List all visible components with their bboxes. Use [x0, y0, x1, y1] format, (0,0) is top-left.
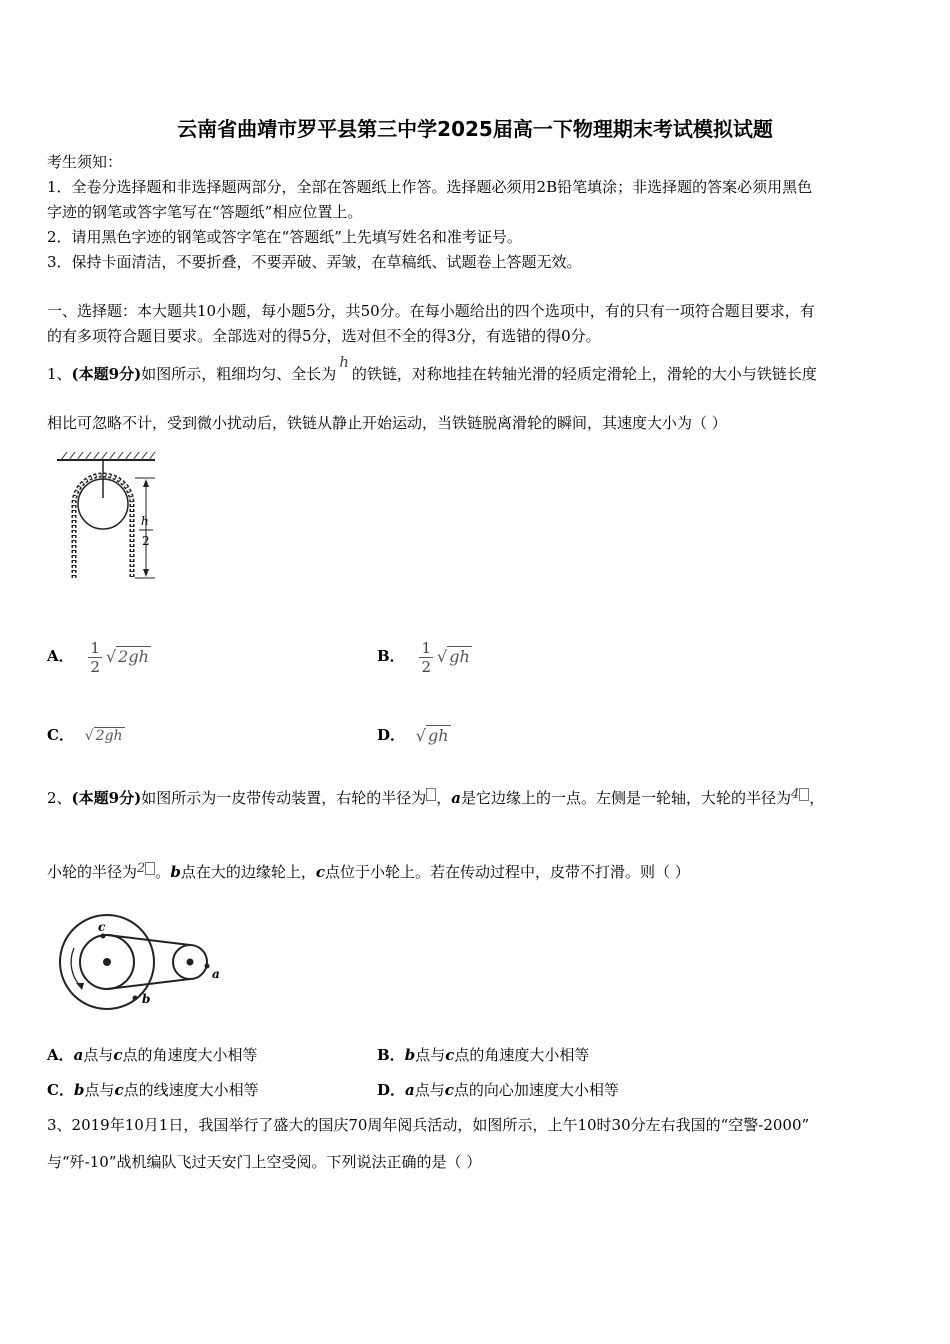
option-letter: D．: [377, 726, 406, 744]
notice-item: 3．保持卡面清洁，不要折叠，不要弄破、弄皱，在草稿纸、试题卷上答题无效。: [47, 253, 582, 271]
sqrt: √ gh: [437, 647, 470, 666]
question-tag: (本题9分): [71, 365, 142, 383]
option-letter: B．: [377, 1046, 405, 1064]
radicand: 2gh: [95, 728, 123, 744]
var-c: c: [315, 863, 325, 881]
missing-glyph: [145, 862, 155, 875]
var-b: b: [170, 863, 181, 881]
question-2-line1: [47, 788, 824, 810]
sqrt: √ gh: [415, 726, 449, 745]
page-title: 云南省曲靖市罗平县第三中学2025届高一下物理期末考试模拟试题: [177, 117, 773, 141]
point-var: c: [113, 1046, 123, 1064]
section-heading: 一、选择题：本大题共10小题，每小题5分，共50分。在每小题给出的四个选项中，有的只有一项符合题目要求，有: [47, 302, 815, 320]
question-3-line1: 3、2019年10月1日，我国举行了盛大的国庆70周年阅兵活动，如图所示，上午10时30分左右我国的“空警-2000”: [47, 1116, 810, 1134]
point-var: b: [73, 1081, 85, 1099]
question-number: 2、: [47, 789, 72, 807]
coef-4: 4: [790, 787, 800, 802]
question-text: 的铁链，对称地挂在转轴光滑的轻质定滑轮上，滑轮的大小与铁链长度: [351, 365, 817, 383]
fig-label-c: c: [98, 920, 106, 934]
option-a[interactable]: [47, 636, 151, 677]
fig-label-a: a: [212, 967, 220, 981]
option-d[interactable]: [377, 1080, 619, 1100]
sqrt: √ 2gh: [105, 647, 149, 666]
question-text: 是它边缘上的一点。左侧是一轮轴，大轮的半径为: [460, 789, 791, 807]
option-letter: D．: [377, 1081, 406, 1099]
notice-item: 2．请用黑色字迹的钢笔或答字笔在“答题纸”上先填写姓名和准考证号。: [47, 228, 522, 246]
option-letter: A．: [47, 1046, 74, 1064]
fraction: [88, 639, 102, 676]
question-text: 如图所示为一皮带传动装置，右轮的半径为: [141, 789, 427, 807]
coef-2: 2: [137, 861, 146, 876]
option-text: 点的向心加速度大小相等: [453, 1081, 619, 1099]
section-heading-cont: 的有多项符合题目要求。全部选对的得5分，选对但不全的得3分，有选错的得0分。: [47, 327, 601, 345]
belt-drive-figure: [52, 910, 232, 1010]
option-c[interactable]: [47, 720, 125, 751]
frac-num: 1: [90, 638, 100, 657]
frac-den: 2: [90, 657, 100, 676]
point-var: c: [444, 1081, 454, 1099]
notice-item: 1．全卷分选择题和非选择题两部分，全部在答题纸上作答。选择题必须用2B铅笔填涂；非选择题的答案必须用黑色: [47, 178, 813, 196]
option-letter: A．: [47, 647, 74, 665]
point-var: a: [405, 1081, 415, 1099]
option-letter: B．: [377, 647, 405, 665]
question-3-line2: 与“歼-10”战机编队飞过天安门上空受阅。下列说法正确的是（ ）: [47, 1153, 482, 1171]
fig-label-b: b: [142, 992, 151, 1006]
pulley-chain-figure: [55, 452, 165, 592]
option-text: 点与: [83, 1046, 114, 1064]
option-letter: C．: [47, 726, 74, 744]
point-var: a: [73, 1046, 84, 1064]
option-text: 点的角速度大小相等: [454, 1046, 590, 1064]
fig-label-2: 2: [142, 534, 150, 548]
option-b[interactable]: [377, 636, 472, 677]
notice-heading: 考生须知：: [47, 153, 123, 171]
fraction: [419, 639, 433, 676]
radicand: gh: [449, 647, 470, 666]
fig-label-h: h: [141, 514, 149, 528]
question-text: 小轮的半径为: [47, 863, 138, 881]
option-text: 点与: [414, 1081, 445, 1099]
option-b[interactable]: [377, 1045, 589, 1065]
point-var: b: [404, 1046, 416, 1064]
question-text: ，: [436, 789, 452, 807]
question-2-line2: [47, 862, 690, 884]
frac-den: 2: [421, 657, 432, 676]
notice-item: 字迹的钢笔或答字笔写在“答题纸”相应位置上。: [47, 203, 363, 221]
option-text: 点与: [415, 1046, 446, 1064]
question-text: 。: [155, 863, 171, 881]
radicand: gh: [428, 726, 449, 745]
option-a[interactable]: [47, 1045, 258, 1065]
option-text: 点的线速度大小相等: [123, 1081, 259, 1099]
var-h: h: [339, 353, 349, 371]
sqrt: √ 2gh: [84, 728, 123, 744]
option-c[interactable]: [47, 1080, 259, 1100]
question-text: 点位于小轮上。若在传动过程中，皮带不打滑。则（ ）: [324, 863, 690, 881]
point-var: c: [445, 1046, 455, 1064]
radicand: 2gh: [118, 647, 149, 666]
option-d[interactable]: [377, 720, 451, 751]
question-1-line2: 相比可忽略不计，受到微小扰动后，铁链从静止开始运动，当铁链脱离滑轮的瞬间，其速度大小为（ ）: [47, 414, 727, 432]
point-var: c: [114, 1081, 124, 1099]
question-text: ，: [809, 789, 825, 807]
var-a: a: [451, 789, 461, 807]
missing-glyph: [426, 788, 436, 801]
option-text: 点与: [84, 1081, 115, 1099]
question-text: 点在大的边缘轮上，: [180, 863, 316, 881]
option-letter: C．: [47, 1081, 74, 1099]
question-text: 如图所示，粗细均匀、全长为: [141, 365, 337, 383]
frac-num: 1: [421, 638, 432, 657]
missing-glyph: [799, 788, 809, 801]
question-tag: (本题9分): [71, 789, 142, 807]
option-text: 点的角速度大小相等: [122, 1046, 258, 1064]
question-1-line1: [47, 353, 817, 384]
question-number: 1、: [47, 365, 72, 383]
